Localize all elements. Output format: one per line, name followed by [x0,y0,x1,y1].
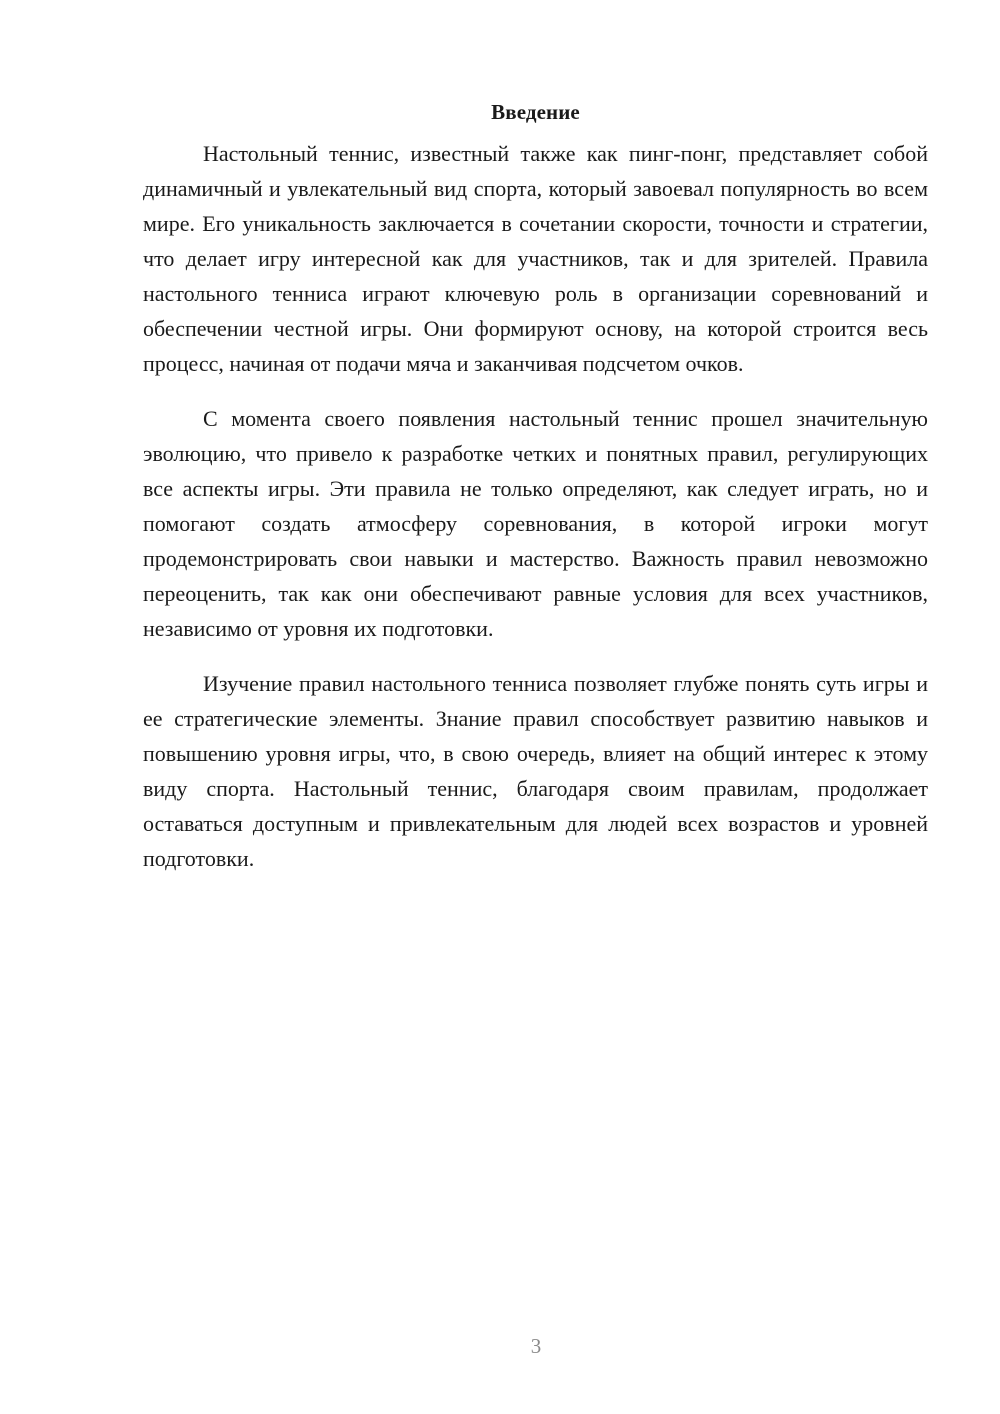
page-content [143,96,928,896]
paragraph-1: Настольный теннис, известный также как пинг-понг, представляет собой динамичный и увлекательный вид спорта, который завоевал популярность во всем мире. Его уникальность заключается в сочетании скорости, точности и стратегии, что делает игру интересной как для участников, так и для зрителей. Правила настольного тенниса играют ключевую роль в организации соревнований и обеспечении честной игры. Они формируют основу, на которой строится весь процесс, начиная от подачи мяча и заканчивая подсчетом очков. [143,141,928,376]
page-number: 3 [530,1334,542,1358]
paragraph-3: Изучение правил настольного тенниса позволяет глубже понять суть игры и ее стратегические элементы. Знание правил способствует развитию навыков и повышению уровня игры, что, в свою очередь, влияет на общий интерес к этому виду спорта. Настольный теннис, благодаря своим правилам, продолжает оставаться доступным и привлекательным для людей всех возрастов и уровней подготовки. [143,671,928,871]
paragraph-2: С момента своего появления настольный теннис прошел значительную эволюцию, что привело к разработке четких и понятных правил, регулирующих все аспекты игры. Эти правила не только определяют, как следует играть, но и помогают создать атмосферу соревнования, в которой игроки могут продемонстрировать свои навыки и мастерство. Важность правил невозможно переоценить, так как они обеспечивают равные условия для всех участников, независимо от уровня их подготовки. [143,406,928,641]
section-title: Введение [491,100,580,124]
